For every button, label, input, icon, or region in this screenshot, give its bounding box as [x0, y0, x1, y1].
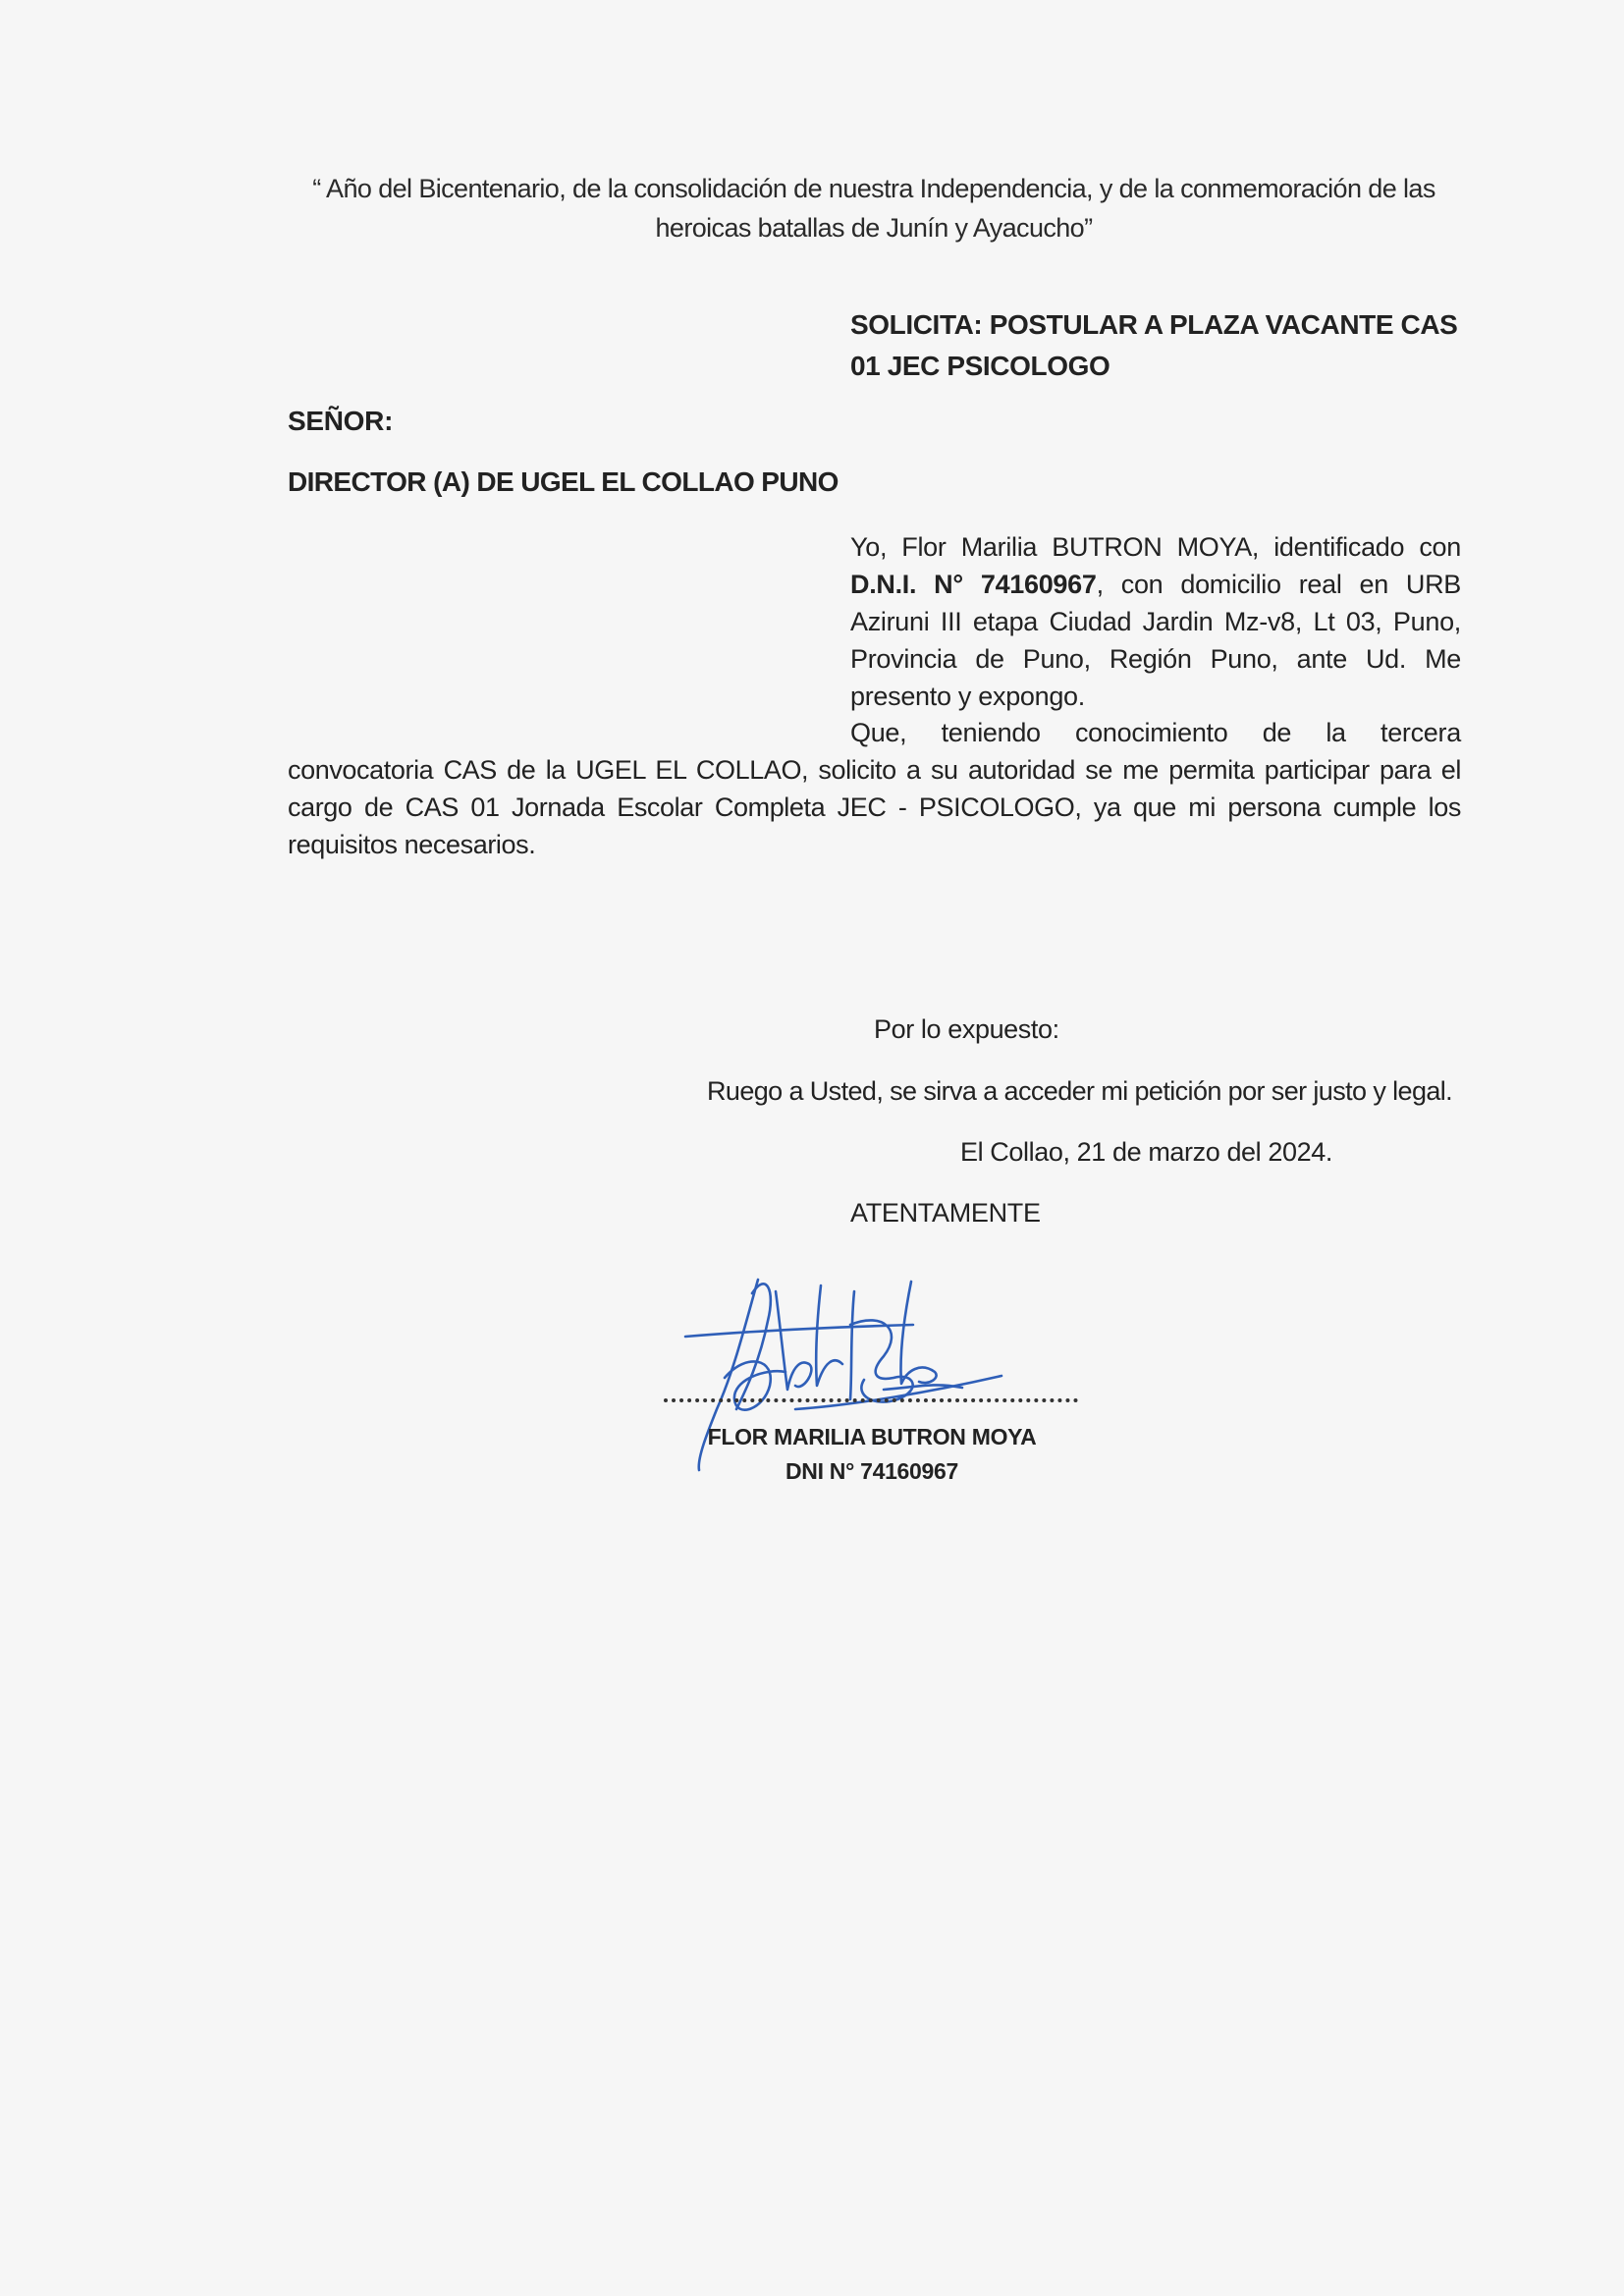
place-date: El Collao, 21 de marzo del 2024.	[960, 1137, 1332, 1167]
body-first-line	[850, 714, 1461, 751]
salutation: SEÑOR:	[288, 406, 394, 436]
body-word: la	[1326, 718, 1346, 747]
signer-name: FLOR MARILIA BUTRON MOYA	[707, 1424, 1037, 1449]
body-word: teniendo	[941, 718, 1041, 747]
closing-request: Ruego a Usted, se sirva a acceder mi petición por ser justo y legal.	[707, 1076, 1453, 1106]
closing-expuesto: Por lo expuesto:	[874, 1014, 1059, 1044]
subject-solicita: SOLICITA: POSTULAR A PLAZA VACANTE CAS 01 JEC PSICOLOGO	[850, 309, 1458, 381]
body-word: de	[1262, 718, 1292, 747]
intro-rest: , con domicilio real en URB Aziruni III etapa Ciudad Jardin Mz-v8, Lt 03, Puno, Provincia de Puno, Región Puno, ante Ud. Me presento y expongo.	[850, 570, 1462, 711]
body-paragraph: convocatoria CAS de la UGEL EL COLLAO, solicito a su autoridad se me permita participar para el cargo de CAS 01 Jornada Escolar Completa JEC - PSICOLOGO, ya que mi persona cumple los requisitos necesarios.	[288, 755, 1461, 859]
body-word: tercera	[1380, 718, 1461, 747]
intro-lead: Yo, Flor Marilia BUTRON MOYA, identificado con	[850, 532, 1461, 562]
regards: ATENTAMENTE	[850, 1198, 1041, 1228]
intro-dni: D.N.I. N° 74160967	[850, 570, 1097, 599]
motto-line-2: heroicas batallas de Junín y Ayacucho”	[655, 213, 1093, 243]
intro-paragraph	[850, 528, 1461, 715]
motto-line-1: “ Año del Bicentenario, de la consolidación de nuestra Independencia, y de la conmemoración de las	[312, 174, 1435, 203]
signature-line	[664, 1398, 1078, 1402]
signer-dni: DNI N° 74160967	[785, 1458, 959, 1484]
motto	[285, 169, 1463, 247]
body-word: conocimiento	[1074, 718, 1228, 747]
addressee: DIRECTOR (A) DE UGEL EL COLLAO PUNO	[288, 466, 839, 497]
body-word: Que,	[850, 718, 907, 747]
